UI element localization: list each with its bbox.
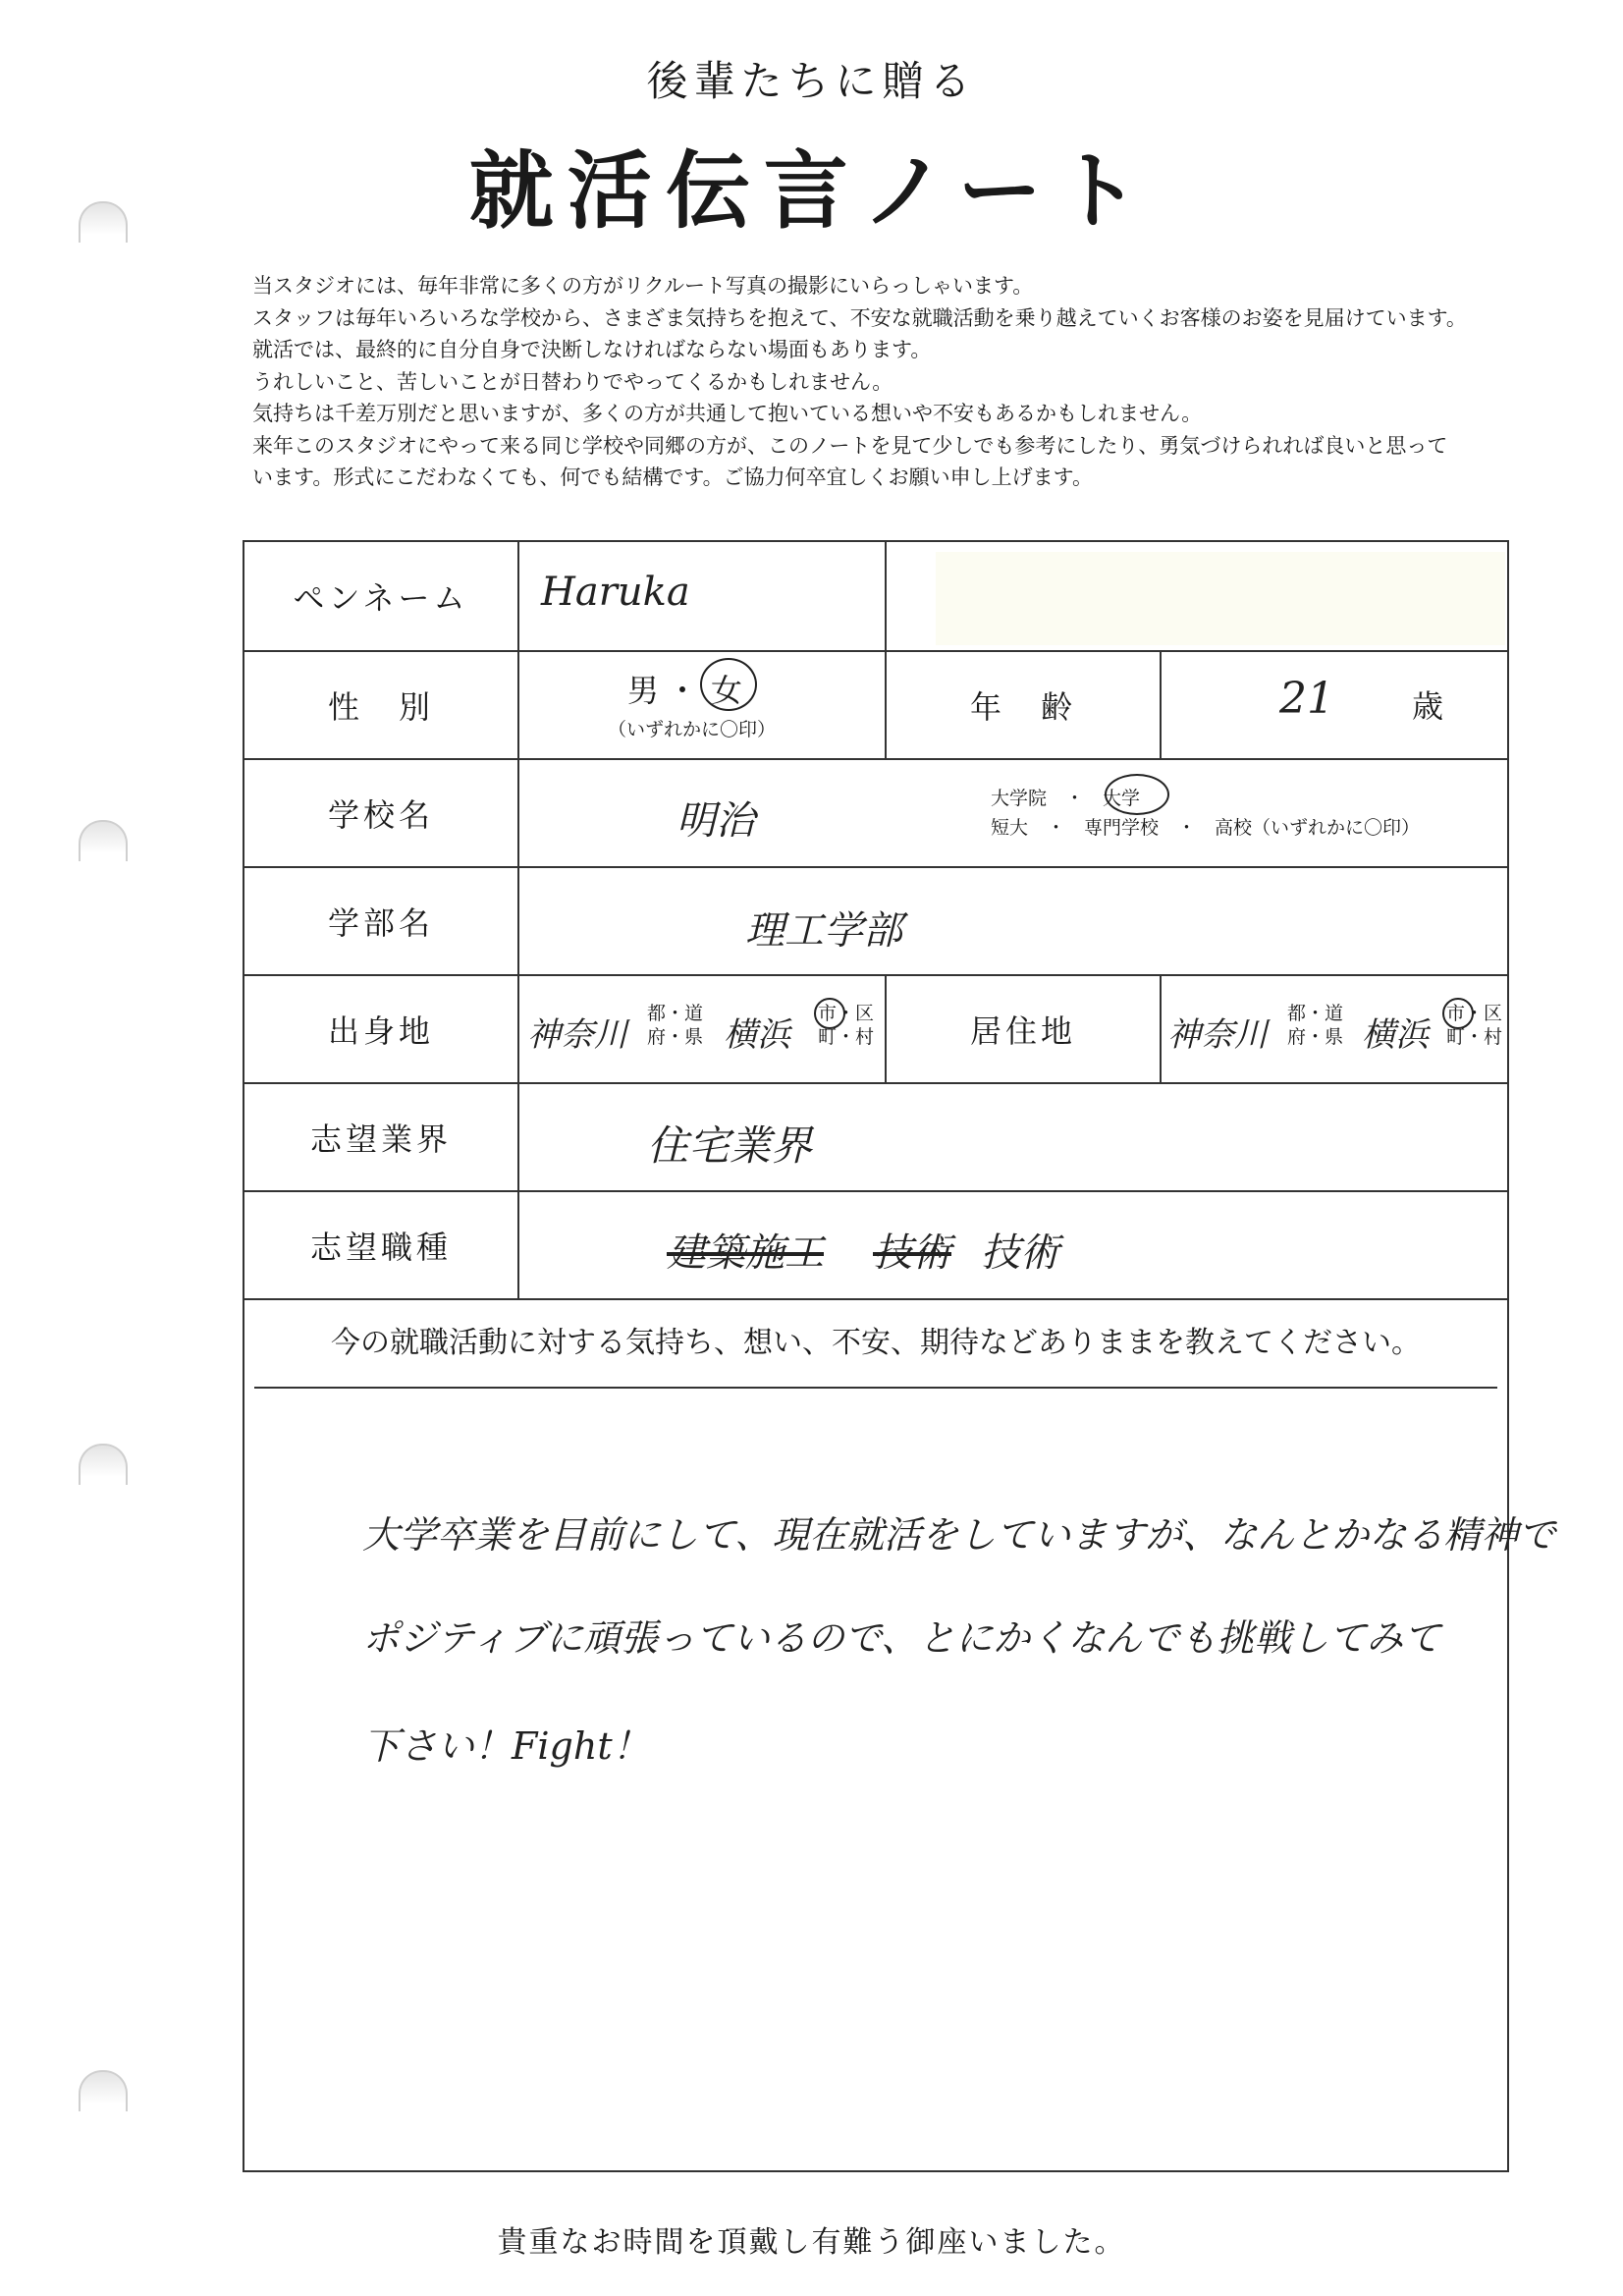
- gender-label: 性 別: [327, 688, 434, 726]
- penname-value: Haruka: [541, 570, 690, 615]
- industry-field[interactable]: [517, 1084, 1507, 1190]
- gender-note: （いずれかに〇印）: [608, 719, 777, 740]
- hometown-field[interactable]: [517, 976, 885, 1082]
- selection-circle: [1105, 774, 1169, 815]
- industry-row: [244, 1084, 1507, 1192]
- school-label: 学校名: [327, 796, 434, 834]
- gender-age-row: [244, 652, 1507, 760]
- selection-circle: [1442, 998, 1474, 1029]
- gender-female: 女: [711, 672, 743, 709]
- suffix-bottom: 町・村: [818, 1026, 875, 1048]
- faculty-row: [244, 868, 1507, 976]
- comment-prompt: 今の就職活動に対する気持ち、想い、不安、期待などありままを教えてください。: [331, 1326, 1421, 1360]
- residence-field[interactable]: [1160, 976, 1507, 1082]
- faculty-field[interactable]: [517, 868, 1507, 974]
- school-value: 明治: [676, 798, 755, 844]
- prefecture-suffix: [1287, 1002, 1343, 1049]
- school-type-line1: 大学院 ・ 大学: [991, 788, 1141, 809]
- penname-label: ペンネーム: [293, 579, 469, 617]
- suffix-bottom: 府・県: [647, 1026, 704, 1048]
- penname-field[interactable]: [517, 542, 885, 650]
- intro-line: 就活では、最終的に自分自身で決断しなければならない場面もあります。: [252, 338, 932, 361]
- intro-text: [252, 270, 1578, 494]
- suffix-bottom: 町・村: [1446, 1026, 1503, 1048]
- gender-male: 男: [627, 672, 660, 709]
- intro-line: スタッフは毎年いろいろな学校から、さまざま気持ちを抱えて、不安な就職活動を乗り越えていくお客様のお姿を見届けています。: [252, 305, 1467, 330]
- age-field[interactable]: [1160, 652, 1507, 758]
- prefecture-suffix: [647, 1002, 703, 1049]
- gender-field[interactable]: [517, 652, 885, 758]
- industry-value: 住宅業界: [647, 1121, 813, 1170]
- job-struck-value-2: 技術: [873, 1230, 951, 1276]
- comment-area[interactable]: [244, 1389, 1556, 2170]
- suffix-top: 市・区: [1446, 1003, 1503, 1024]
- school-row: [244, 760, 1507, 868]
- school-field[interactable]: [517, 760, 1507, 866]
- selection-circle: [700, 658, 757, 711]
- questionnaire-form: [243, 540, 1556, 2172]
- intro-line: 当スタジオには、毎年非常に多くの方がリクルート写真の撮影にいらっしゃいます。: [252, 274, 1034, 298]
- comment-line: ポジティブに頑張っているので、とにかくなんでも挑戦してみて: [362, 1616, 1441, 1660]
- residence-label: 居住地: [885, 976, 1160, 1082]
- binder-hole-3: [79, 1444, 128, 1485]
- school-type-line2: 短大 ・ 専門学校 ・ 高校（いずれかに〇印）: [991, 817, 1421, 839]
- residence-city: 横浜: [1362, 1015, 1429, 1055]
- origin-row: [244, 976, 1507, 1084]
- masked-area: [936, 552, 1505, 645]
- suffix-top: 市・区: [818, 1003, 875, 1024]
- intro-line: います。形式にこだわなくても、何でも結構です。ご協力何卒宜しくお願い申し上げます。: [252, 465, 1093, 489]
- job-struck-value: 建築施工: [667, 1230, 824, 1276]
- gender-dot: ・: [667, 672, 699, 709]
- faculty-value: 理工学部: [745, 908, 902, 954]
- suffix-bottom: 府・県: [1287, 1026, 1344, 1048]
- hometown-prefecture: 神奈川: [527, 1015, 627, 1055]
- intro-line: 来年このスタジオにやって来る同じ学校や同郷の方が、このノートを見て少しでも参考にしたり、勇気づけられれば良いと思って: [252, 433, 1448, 458]
- age-label: 年 齢: [885, 652, 1160, 758]
- suffix-top: 都・道: [647, 1003, 704, 1024]
- comment-line: 下さい！Fight！: [362, 1724, 650, 1768]
- job-label: 志望職種: [309, 1229, 452, 1266]
- residence-prefecture: 神奈川: [1167, 1015, 1268, 1055]
- page-title: 就活伝言ノート: [468, 142, 1155, 241]
- suffix-top: 都・道: [1287, 1003, 1344, 1024]
- binder-hole-2: [79, 820, 128, 861]
- intro-line: 気持ちは千差万別だと思いますが、多くの方が共通して抱いている想いや不安もあるかもしれません。: [252, 402, 1203, 425]
- job-value: 技術: [981, 1230, 1059, 1276]
- subtitle: 後輩たちに贈る: [646, 57, 977, 105]
- job-field[interactable]: [517, 1192, 1507, 1298]
- age-value: 21: [1279, 674, 1334, 724]
- binder-hole-4: [79, 2070, 128, 2111]
- hometown-label: 出身地: [327, 1012, 434, 1050]
- closing-text: 貴重なお時間を頂戴し有難う御座いました。: [497, 2225, 1126, 2260]
- age-unit: 歳: [1412, 687, 1444, 725]
- intro-line: うれしいこと、苦しいことが日替わりでやってくるかもしれません。: [252, 369, 893, 394]
- industry-label: 志望業界: [309, 1121, 452, 1158]
- selection-circle: [814, 998, 845, 1029]
- comment-line: 大学卒業を目前にして、現在就活をしていますが、なんとかなる精神で: [362, 1513, 1556, 1557]
- penname-row: [244, 542, 1507, 652]
- hometown-city: 横浜: [724, 1015, 790, 1055]
- penname-extra-field: [885, 542, 1507, 650]
- faculty-label: 学部名: [327, 904, 434, 942]
- job-row: [244, 1192, 1507, 1300]
